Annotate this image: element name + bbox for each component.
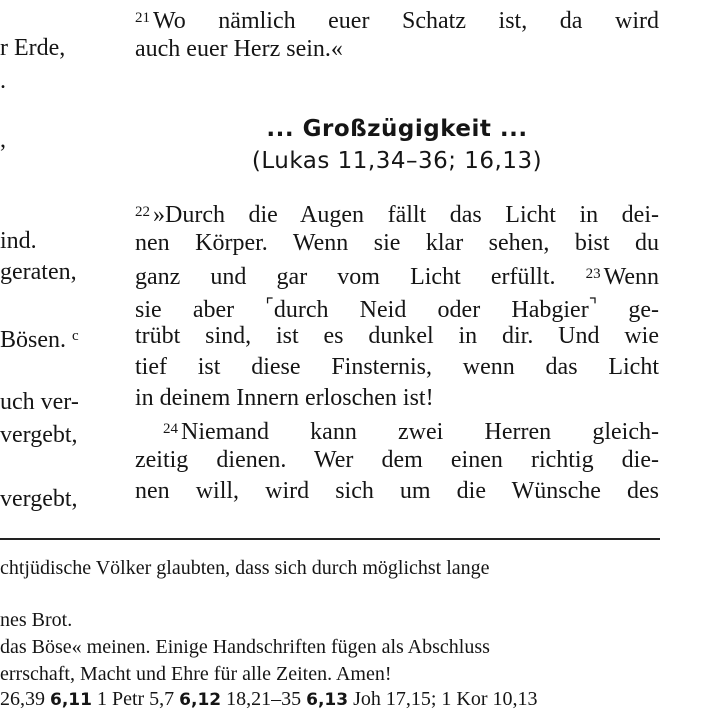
footnote-line: das Böse« meinen. Einige Handschriften fügen als Abschluss [0, 636, 490, 658]
verse-text: Wenn [603, 264, 660, 290]
left-column-line: . [0, 68, 6, 94]
left-column-line [0, 321, 79, 356]
verse-23-line: in deinem Innern erloschen ist! [135, 385, 434, 411]
verse-text: ganz und gar vom Licht erfüllt. [135, 264, 556, 290]
verse-23-line: trübt sind, ist es dunkel in dir. Und wie [135, 323, 659, 349]
verse-text: sie aber [135, 297, 235, 323]
verse-number: 21 [135, 10, 150, 26]
xref-label: 6,11 [50, 690, 92, 710]
verse-21-line: auch euer Herz sein.« [135, 36, 343, 62]
footnote-marker: c [72, 328, 79, 344]
verse-22-23-line [135, 259, 659, 293]
verse-text: Wo nämlich euer Schatz ist, da wird [153, 8, 659, 34]
xref-text: Joh 17,15; 1 Kor 10,13 [353, 688, 538, 710]
verse-text: Niemand kann zwei Herren gleich- [181, 419, 659, 445]
verse-number: 23 [585, 266, 601, 282]
verse-number: 24 [163, 421, 178, 437]
left-column-text: Bösen. [0, 327, 66, 353]
footnote-divider [0, 538, 660, 540]
xref-label: 6,13 [306, 690, 349, 710]
section-reference: (Lukas 11,34–36; 16,13) [251, 148, 543, 174]
verse-24-line [163, 414, 659, 448]
left-column-line: vergebt, [0, 486, 78, 512]
verse-22-line [135, 197, 659, 231]
left-column-line: r Erde, [0, 35, 66, 61]
left-column-line: geraten, [0, 259, 77, 285]
footnote-line: nes Brot. [0, 609, 73, 631]
verse-21-line [135, 3, 659, 37]
cross-reference-line [0, 686, 538, 713]
xref-text: 18,21–35 [226, 688, 302, 710]
left-column-fragment: , [0, 127, 6, 153]
close-bracket-mark: ⌝ [588, 295, 598, 315]
xref-text: 1 Petr 5,7 [96, 688, 175, 710]
verse-24-line: nen will, wird sich um die Wünsche des [135, 478, 659, 504]
left-column-line: vergebt, [0, 422, 78, 448]
xref-label: 6,12 [179, 690, 222, 710]
verse-text: durch Neid oder Habgier [273, 297, 589, 323]
verse-number: 22 [135, 204, 150, 220]
footnote-line: chtjüdische Völker glaubten, dass sich durch möglichst lange [0, 557, 490, 579]
left-column-line: uch ver- [0, 389, 79, 415]
verse-22-line: nen Körper. Wenn sie klar sehen, bist du [135, 230, 659, 256]
footnote-line: errschaft, Macht und Ehre für alle Zeiten. Amen! [0, 663, 392, 685]
verse-23-line: tief ist diese Finsternis, wenn das Licht [135, 354, 659, 380]
xref-text: 26,39 [0, 688, 45, 710]
verse-text: ge- [628, 297, 660, 323]
left-column-line: ind. [0, 228, 37, 254]
open-bracket-mark: ⌜ [265, 295, 274, 315]
verse-24-line: zeitig dienen. Wer dem einen richtig die- [135, 447, 659, 473]
verse-text: »Durch die Augen fällt das Licht in dei- [153, 202, 659, 228]
section-heading: ... Großzügigkeit ... [266, 116, 528, 142]
